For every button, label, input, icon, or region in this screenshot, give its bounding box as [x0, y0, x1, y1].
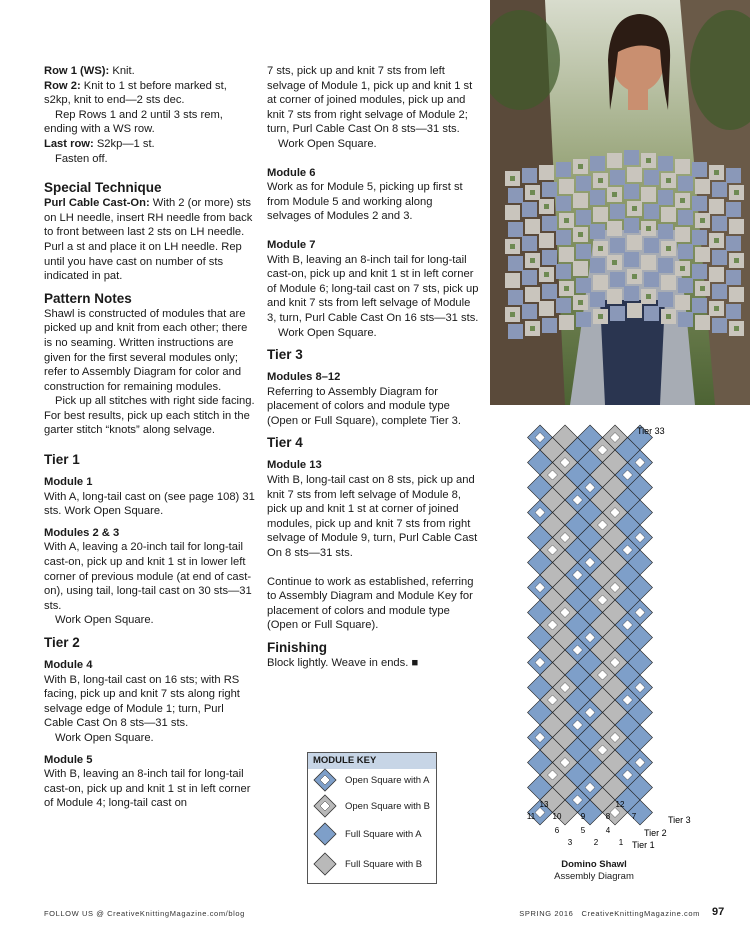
module23-work: Work Open Square.	[55, 614, 154, 627]
shawl-module	[678, 176, 693, 191]
diagram-module-number: 3	[567, 838, 573, 847]
shawl-module	[607, 289, 622, 304]
module-key-title: MODULE KEY	[308, 753, 436, 769]
key-open-a	[313, 767, 430, 793]
shawl-module	[590, 292, 605, 307]
shawl-opening	[530, 190, 535, 195]
shawl-opening	[632, 274, 637, 279]
shawl-module	[712, 318, 727, 333]
purl-cable-label: Purl Cable Cast-On:	[44, 197, 150, 210]
shawl-module	[678, 210, 693, 225]
shawl-module	[712, 250, 727, 265]
diagram-module-number: 7	[631, 812, 637, 821]
tier2-heading: Tier 2	[44, 635, 80, 650]
footer-right	[519, 909, 700, 918]
shawl-opening	[666, 246, 671, 251]
shawl-module	[522, 304, 537, 319]
module4-work: Work Open Square.	[55, 731, 154, 744]
shawl-module	[627, 167, 642, 182]
shawl-module	[658, 258, 673, 273]
shawl-module	[607, 221, 622, 236]
shawl-module	[658, 292, 673, 307]
shawl-module	[641, 187, 656, 202]
shawl-module	[712, 182, 727, 197]
shawl-module	[576, 244, 591, 259]
shawl-module	[542, 182, 557, 197]
footer-follow-us: FOLLOW US @ CreativeKnittingMagazine.com/blog	[44, 909, 245, 918]
finishing-text: Block lightly. Weave in ends. ■	[267, 657, 419, 669]
shawl-opening	[680, 198, 685, 203]
tier1-heading: Tier 1	[44, 452, 80, 468]
shawl-module	[695, 179, 710, 194]
text-column-middle	[267, 64, 479, 671]
diagram-module-number: 8	[605, 812, 611, 821]
shawl-module	[675, 159, 690, 174]
shawl-opening	[612, 260, 617, 265]
diagram-module-number: 10	[552, 812, 562, 821]
shawl-module	[576, 312, 591, 327]
shawl-module	[692, 264, 707, 279]
shawl-module	[675, 295, 690, 310]
module5-continued-text: 7 sts, pick up and knit 7 sts from left selvage of Module 1, pick up and knit 1 st at corner of joined modules, pick up and knit 7 sts from right selvage of Module 2; turn, Purl Cable Cast On 8 sts—31 sts.	[267, 65, 473, 136]
shawl-module	[692, 162, 707, 177]
shawl-opening	[578, 300, 583, 305]
shawl-module	[607, 153, 622, 168]
shawl-module	[590, 190, 605, 205]
shawl-module	[539, 233, 554, 248]
shawl-module	[542, 250, 557, 265]
tier3-label: Tier 3	[668, 815, 691, 825]
shawl-opening	[646, 226, 651, 231]
shawl-opening	[530, 258, 535, 263]
full-square-a-icon	[313, 822, 337, 846]
shawl-opening	[530, 326, 535, 331]
module7-heading: Module 7	[267, 238, 316, 251]
shawl-opening	[646, 158, 651, 163]
shawl-module	[678, 244, 693, 259]
shawl-module	[542, 284, 557, 299]
shawl-opening	[646, 294, 651, 299]
shawl-module	[624, 150, 639, 165]
diagram-module-number: 12	[615, 800, 625, 809]
footer-season: SPRING 2016	[519, 909, 574, 918]
row2-label: Row 2:	[44, 79, 81, 92]
shawl-module	[539, 165, 554, 180]
module5-heading: Module 5	[44, 753, 93, 766]
key-full-a	[313, 821, 422, 847]
shawl-opening	[714, 306, 719, 311]
shawl-opening	[510, 312, 515, 317]
module-key	[307, 752, 437, 884]
shawl-module	[590, 224, 605, 239]
repeat-text: Rep Rows 1 and 2 until 3 sts rem, ending with a WS row.	[44, 108, 223, 136]
shawl-module	[522, 168, 537, 183]
shawl-module	[695, 247, 710, 262]
shawl-opening	[598, 246, 603, 251]
shawl-module	[712, 216, 727, 231]
shawl-module	[726, 202, 741, 217]
shawl-opening	[598, 178, 603, 183]
shawl-module	[559, 315, 574, 330]
shawl-module	[593, 275, 608, 290]
shawl-opening	[734, 190, 739, 195]
shawl-opening	[544, 272, 549, 277]
shawl-photo	[490, 0, 750, 405]
shawl-module	[658, 224, 673, 239]
shawl-module	[522, 236, 537, 251]
shawl-module	[610, 272, 625, 287]
shawl-module	[644, 170, 659, 185]
shawl-module	[624, 286, 639, 301]
full-square-b-icon	[313, 852, 337, 876]
shawl-module	[525, 287, 540, 302]
shawl-module	[726, 236, 741, 251]
open-square-a-icon	[313, 768, 337, 792]
shawl-module	[576, 176, 591, 191]
shawl-opening	[578, 232, 583, 237]
shawl-module	[556, 264, 571, 279]
shawl-module	[508, 188, 523, 203]
diagram-module-number: 9	[580, 812, 586, 821]
shawl-module	[675, 227, 690, 242]
shawl-module	[644, 204, 659, 219]
modules8-12-text: Referring to Assembly Diagram for placement of colors and module type (Open or Full Square), complete Tier 3.	[267, 385, 461, 427]
module7-work: Work Open Square.	[278, 326, 377, 339]
shawl-module	[709, 267, 724, 282]
row2-text: Knit to 1 st before marked st, s2kp, knit to end—2 sts dec.	[44, 79, 227, 107]
shawl-module	[556, 230, 571, 245]
shawl-module	[678, 278, 693, 293]
diagram-module-number: 2	[593, 838, 599, 847]
shawl-module	[508, 324, 523, 339]
shawl-module	[627, 303, 642, 318]
pattern-notes-p2: Pick up all stitches with right side facing. For best results, pick up each stitch in the garter stitch “knots” along selvage.	[44, 395, 255, 437]
key-full-a-label: Full Square with A	[345, 828, 422, 840]
shawl-module	[624, 218, 639, 233]
shawl-module	[590, 156, 605, 171]
diagram-module-number: 1	[618, 838, 624, 847]
shawl-module	[709, 199, 724, 214]
tier4-heading: Tier 4	[267, 435, 303, 451]
shawl-opening	[680, 266, 685, 271]
shawl-module	[610, 238, 625, 253]
module4-heading: Module 4	[44, 659, 93, 671]
shawl-opening	[510, 244, 515, 249]
shawl-module	[692, 298, 707, 313]
footer-site: CreativeKnittingMagazine.com	[581, 909, 700, 918]
shawl-opening	[612, 192, 617, 197]
module7-text: With B, leaving an 8-inch tail for long-tail cast-on, pick up and knit 1 st in left corner of Module 6; long-tail cast on 7 sts, pick up and knit 7 sts from left selvage of Module 3, turn, Purl Cable Cast On 16 sts—31 sts.	[267, 253, 479, 324]
shawl-module	[505, 273, 520, 288]
shawl-opening	[632, 206, 637, 211]
shawl-module	[542, 318, 557, 333]
key-open-b	[313, 793, 430, 819]
shawl-module	[729, 287, 744, 302]
shawl-module	[559, 179, 574, 194]
continue-text: Continue to work as established, referring to Assembly Diagram and Module Key for placement of colors and module type (Open or Full Square).	[267, 575, 474, 632]
diagram-module-number: 6	[554, 826, 560, 835]
shawl-opening	[578, 164, 583, 169]
shawl-module	[610, 204, 625, 219]
finishing-heading: Finishing	[267, 640, 327, 655]
module1-text: With A, long-tail cast on (see page 108) 31 sts. Work Open Square.	[44, 490, 255, 518]
shawl-module	[522, 270, 537, 285]
shawl-module	[508, 222, 523, 237]
module6-text: Work as for Module 5, picking up first st from Module 5 and working along selvages of Modules 2 and 3.	[267, 181, 463, 223]
row1-text: Knit.	[109, 65, 135, 77]
pattern-notes-p1: Shawl is constructed of modules that are picked up and knit from each other; there is no seaming. Written instructions are given for the first several modules only; refer to Assembly Diagram for color and construction for remaining modules.	[44, 307, 248, 393]
module13-text: With B, long-tail cast on 8 sts, pick up and knit 7 sts from left selvage of Module 8, pick up and knit 1 st at corner of joined modules, pick up and knit 7 sts from right selvage of Module 9, turn, Purl Cable Cast On 8 sts—31 sts.	[267, 474, 478, 560]
shawl-module	[641, 255, 656, 270]
shawl-module	[712, 284, 727, 299]
key-open-b-label: Open Square with B	[345, 800, 431, 812]
shawl-module	[556, 162, 571, 177]
module5-work: Work Open Square.	[278, 137, 377, 150]
shawl-module	[593, 207, 608, 222]
shawl-module	[692, 230, 707, 245]
module6-heading: Module 6	[267, 166, 316, 179]
shawl-module	[661, 207, 676, 222]
shawl-opening	[700, 218, 705, 223]
shawl-module	[576, 210, 591, 225]
shawl-opening	[734, 258, 739, 263]
fasten-off-text: Fasten off.	[55, 152, 108, 165]
shawl-module	[610, 306, 625, 321]
module23-text: With A, leaving a 20-inch tail for long-tail cast-on, pick up and knit 1 st in lower left corner of previous module (at end of cast-on), using tail, long-tail cast on 30 sts—31 sts.	[44, 541, 252, 612]
text-column-left	[44, 64, 256, 811]
shawl-module	[573, 193, 588, 208]
tier1-label: Tier 1	[632, 840, 655, 850]
shawl-module	[695, 315, 710, 330]
shawl-module	[556, 196, 571, 211]
special-technique-heading: Special Technique	[44, 180, 162, 196]
shawl-module	[678, 312, 693, 327]
diagram-caption-title: Domino Shawl	[561, 859, 627, 870]
shawl-module	[624, 184, 639, 199]
shawl-opening	[714, 170, 719, 175]
shawl-module	[556, 298, 571, 313]
diagram-module-number: 11	[526, 812, 536, 821]
shawl-module	[627, 235, 642, 250]
shawl-opening	[544, 204, 549, 209]
module13-heading: Module 13	[267, 459, 322, 472]
shawl-module	[573, 261, 588, 276]
modules8-12-heading: Modules 8–12	[267, 371, 341, 384]
tier33-label: Tier 33	[637, 426, 665, 436]
shawl-module	[644, 306, 659, 321]
shawl-module	[590, 258, 605, 273]
shawl-module	[508, 290, 523, 305]
shawl-module	[658, 156, 673, 171]
shawl-module	[726, 168, 741, 183]
key-open-a-label: Open Square with A	[345, 774, 430, 786]
pattern-notes-heading: Pattern Notes	[44, 290, 132, 306]
shawl-module	[576, 278, 591, 293]
shawl-module	[692, 196, 707, 211]
key-full-b	[313, 851, 422, 877]
shawl-module	[505, 205, 520, 220]
diagram-module-number: 5	[580, 826, 586, 835]
shawl-opening	[666, 314, 671, 319]
shawl-module	[726, 270, 741, 285]
shawl-module	[661, 275, 676, 290]
shawl-module	[658, 190, 673, 205]
shawl-module	[559, 247, 574, 262]
diagram-module-number: 13	[539, 800, 549, 809]
shawl-module	[729, 219, 744, 234]
tier2-label: Tier 2	[644, 828, 667, 838]
shawl-opening	[510, 176, 515, 181]
assembly-diagram	[520, 415, 740, 885]
page-number: 97	[712, 906, 725, 918]
row1-label: Row 1 (WS):	[44, 65, 110, 77]
module23-heading: Modules 2 & 3	[44, 526, 120, 539]
module5-text: With B, leaving an 8-inch tail for long-tail cast-on, pick up and knit 1 st in left corner of Module 4; long-tail cast on	[44, 768, 251, 810]
tier3-heading: Tier 3	[267, 347, 303, 363]
module4-text: With B, long-tail cast on 16 sts; with RS facing, pick up and knit 7 sts along right selvage edge of Module 1; turn, Purl Cable Cast On 8 sts—31 sts.	[44, 673, 240, 730]
shawl-opening	[734, 326, 739, 331]
purl-cable-text: With 2 (or more) sts on LH needle, insert RH needle from back to front between last 2 sts on LH needle. Purl a st and place it on LH needle. Rep until you have cast on number of sts indicated in pat.	[44, 197, 253, 283]
shawl-opening	[714, 238, 719, 243]
module1-heading: Module 1	[44, 476, 93, 489]
shawl-module	[610, 170, 625, 185]
last-row-label: Last row:	[44, 137, 94, 150]
shawl-module	[522, 202, 537, 217]
shawl-opening	[564, 286, 569, 291]
shawl-module	[644, 272, 659, 287]
diagram-caption-subtitle: Assembly Diagram	[554, 871, 634, 882]
shawl-opening	[666, 178, 671, 183]
shawl-module	[542, 216, 557, 231]
shawl-module	[726, 304, 741, 319]
shawl-module	[539, 301, 554, 316]
shawl-opening	[564, 218, 569, 223]
last-row-text: S2kp—1 st.	[93, 137, 155, 150]
diagram-module-number: 4	[605, 826, 611, 835]
shawl-module	[624, 252, 639, 267]
key-full-b-label: Full Square with B	[345, 858, 423, 870]
shawl-module	[525, 219, 540, 234]
shawl-module	[508, 256, 523, 271]
shawl-opening	[598, 314, 603, 319]
open-square-b-icon	[313, 794, 337, 818]
shawl-module	[644, 238, 659, 253]
shawl-opening	[700, 286, 705, 291]
